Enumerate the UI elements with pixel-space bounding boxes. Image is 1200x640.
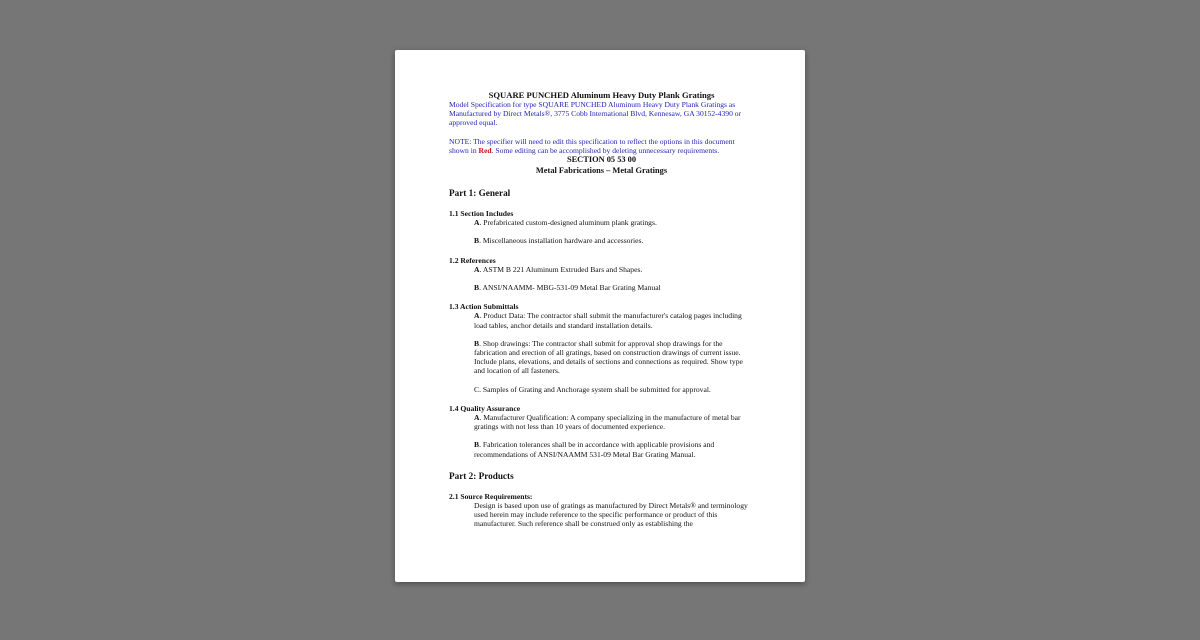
list-item bbox=[474, 385, 754, 394]
list-item bbox=[474, 339, 754, 376]
document-title: SQUARE PUNCHED Aluminum Heavy Duty Plank Gratings bbox=[488, 90, 715, 100]
list-item bbox=[474, 311, 754, 329]
list-item bbox=[474, 413, 754, 431]
item-label: A bbox=[474, 311, 480, 321]
subsection-heading: 1.1 Section Includes bbox=[449, 209, 514, 219]
item-text: . ANSI/NAAMM- MBG-531-09 Metal Bar Grating Manual bbox=[479, 283, 661, 293]
list-item bbox=[474, 440, 754, 458]
item-label: B bbox=[474, 236, 480, 246]
item-text: . Product Data: The contractor shall submit the manufacturer's catalog pages including load tables, anchor details and standard installation details. bbox=[474, 311, 742, 330]
item-text: C. Samples of Grating and Anchorage system shall be submitted for approval. bbox=[474, 384, 711, 394]
item-label: B bbox=[474, 338, 480, 348]
list-item bbox=[474, 501, 754, 529]
part-heading: Part 2: Products bbox=[449, 470, 514, 481]
item-text: . Miscellaneous installation hardware and accessories. bbox=[479, 236, 644, 246]
item-label: A bbox=[474, 264, 480, 274]
part-heading: Part 1: General bbox=[449, 188, 511, 199]
list-item bbox=[474, 283, 754, 292]
item-label: B bbox=[474, 283, 480, 293]
item-text: . Manufacturer Qualification: A company specializing in the manufacture of metal bar gratings with not less than 10 years of documented experience. bbox=[474, 413, 741, 432]
item-label: A bbox=[474, 413, 480, 423]
section-number: SECTION 05 53 00 bbox=[566, 155, 637, 165]
subsection-heading: 2.1 Source Requirements: bbox=[449, 491, 533, 501]
item-text: . Prefabricated custom-designed aluminum plank gratings. bbox=[479, 218, 657, 228]
section-title: Metal Fabrications – Metal Gratings bbox=[535, 165, 668, 175]
list-item bbox=[474, 236, 754, 245]
document-page bbox=[395, 50, 805, 582]
item-text: . Shop drawings: The contractor shall submit for approval shop drawings for the fabrication and erection of all gratings, based on construction drawings of current issue. Include plans, elevations, and details of sections and connections as required. Show type and location of all fasteners. bbox=[474, 338, 743, 376]
subsection-heading: 1.4 Quality Assurance bbox=[449, 403, 521, 413]
subsection-heading: 1.3 Action Submittals bbox=[449, 302, 519, 312]
item-label: A bbox=[474, 218, 480, 228]
item-text: . ASTM B 221 Aluminum Extruded Bars and Shapes. bbox=[479, 264, 643, 274]
model-specification-intro: Model Specification for type SQUARE PUNCHED Aluminum Heavy Duty Plank Gratings as Manufactured by Direct Metals®, 3775 Cobb International Blvd, Kennesaw, GA 30152-4390 or approved equal. bbox=[449, 100, 742, 128]
item-text: . Fabrication tolerances shall be in accordance with applicable provisions and recommendations of ANSI/NAAMM 531-09 Metal Bar Grating Manual. bbox=[474, 440, 715, 459]
note-text-after: . Some editing can be accomplished by deleting unnecessary requirements. bbox=[491, 145, 720, 155]
note-text-before: NOTE: The specifier will need to edit this specification to reflect the options in this document shown in bbox=[449, 136, 735, 155]
page-content bbox=[449, 90, 754, 529]
specifier-note bbox=[449, 137, 754, 155]
list-item bbox=[474, 218, 754, 227]
list-item bbox=[474, 265, 754, 274]
item-text: Design is based upon use of gratings as manufactured by Direct Metals® and terminology used herein may include reference to the specific performance or product of this manufacturer. Such reference shall be construed only as establishing the bbox=[474, 501, 748, 529]
item-label: B bbox=[474, 440, 480, 450]
subsection-heading: 1.2 References bbox=[449, 255, 496, 265]
note-red-word: Red bbox=[478, 145, 492, 155]
